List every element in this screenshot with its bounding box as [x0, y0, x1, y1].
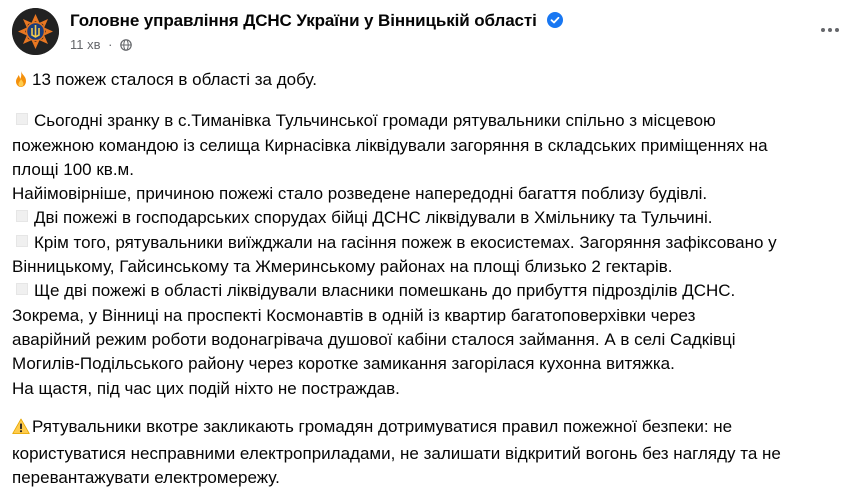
warning-line: [12, 466, 856, 490]
paragraph-line: [12, 352, 856, 376]
line-text: Зокрема, у Вінниці на проспекті Космонавтів в одній із квартир багатоповерхівки через: [12, 305, 696, 325]
line-text: Крім того, рятувальники виїжджали на гасіння пожеж в екосистемах. Загоряння зафіксовано у: [34, 232, 777, 252]
bullet-square-icon: [16, 235, 28, 247]
paragraph-line: [12, 134, 856, 158]
post-meta: [70, 37, 132, 54]
paragraph-line: [12, 304, 856, 328]
warning-emoji-icon: [12, 418, 30, 442]
line-text: аварійний режим роботи водонагрівача душової кабіни сталося займання. А в селі Садківці: [12, 329, 736, 349]
line-text: Дві пожежі в господарських спорудах бійці ДСНС ліквідували в Хмільнику та Тульчині.: [34, 208, 713, 228]
headline: [12, 68, 856, 95]
globe-icon[interactable]: [120, 39, 132, 54]
spacer: [12, 401, 856, 415]
line-text: Вінницькому, Гайсинському та Жмеринському районах на площі близько 2 гектарів.: [12, 257, 673, 277]
line-text: Сьогодні зранку в с.Тиманівка Тульчинської громади рятувальники спільно з місцевою: [34, 111, 716, 131]
more-dot: [821, 28, 825, 32]
paragraph-line: [12, 255, 856, 279]
line-text: пожежною командою із селища Кирнасівка ліквідували загоряння в складських приміщеннях на: [12, 135, 768, 155]
warning-text: Рятувальники вкотре закликають громадян дотримуватися правил пожежної безпеки: не: [32, 416, 733, 436]
page-name-link[interactable]: [70, 11, 563, 33]
dsns-emblem-icon: [12, 8, 59, 55]
verified-badge-icon: [547, 12, 563, 33]
bullet-square-icon: [16, 210, 28, 222]
page-name-text[interactable]: Головне управління ДСНС України у Вінницькій області: [70, 11, 537, 30]
more-dot: [835, 28, 839, 32]
paragraph-line: [12, 109, 856, 133]
warning-text: перевантажувати електромережу.: [12, 468, 280, 488]
paragraph-line: [12, 206, 856, 230]
paragraph-line: [12, 377, 856, 401]
line-text: Найімовірніше, причиною пожежі стало розведене напередодні багаття поблизу будівлі.: [12, 184, 708, 204]
line-text: площі 100 кв.м.: [12, 159, 134, 179]
line-text: Ще дві пожежі в області ліквідували власники помешкань до прибуття підрозділів ДСНС.: [34, 281, 736, 301]
paragraph-line: [12, 231, 856, 255]
warning-line: [12, 415, 856, 442]
fire-emoji-icon: [12, 70, 30, 95]
spacer: [12, 95, 856, 109]
paragraph-line: [12, 182, 856, 206]
page-avatar[interactable]: [12, 8, 59, 55]
line-text: На щастя, під час цих подій ніхто не постраждав.: [12, 378, 400, 398]
post-body: [12, 68, 856, 491]
post-header: [12, 8, 850, 56]
line-text: Могилів-Подільського району через коротке замикання загорілася кухонна витяжка.: [12, 354, 675, 374]
paragraph-line: [12, 158, 856, 182]
bullet-square-icon: [16, 283, 28, 295]
warning-line: [12, 442, 856, 466]
warning-text: користуватися несправними електроприладами, не залишати відкритий вогонь без нагляду та не: [12, 444, 781, 464]
post-time[interactable]: 11 хв: [70, 37, 101, 52]
more-dot: [828, 28, 832, 32]
bullet-square-icon: [16, 113, 28, 125]
headline-text: 13 пожеж сталося в області за добу.: [32, 70, 317, 89]
paragraph-line: [12, 328, 856, 352]
meta-separator: ·: [108, 37, 113, 52]
paragraph-line: [12, 279, 856, 303]
more-options-button[interactable]: [816, 16, 844, 44]
